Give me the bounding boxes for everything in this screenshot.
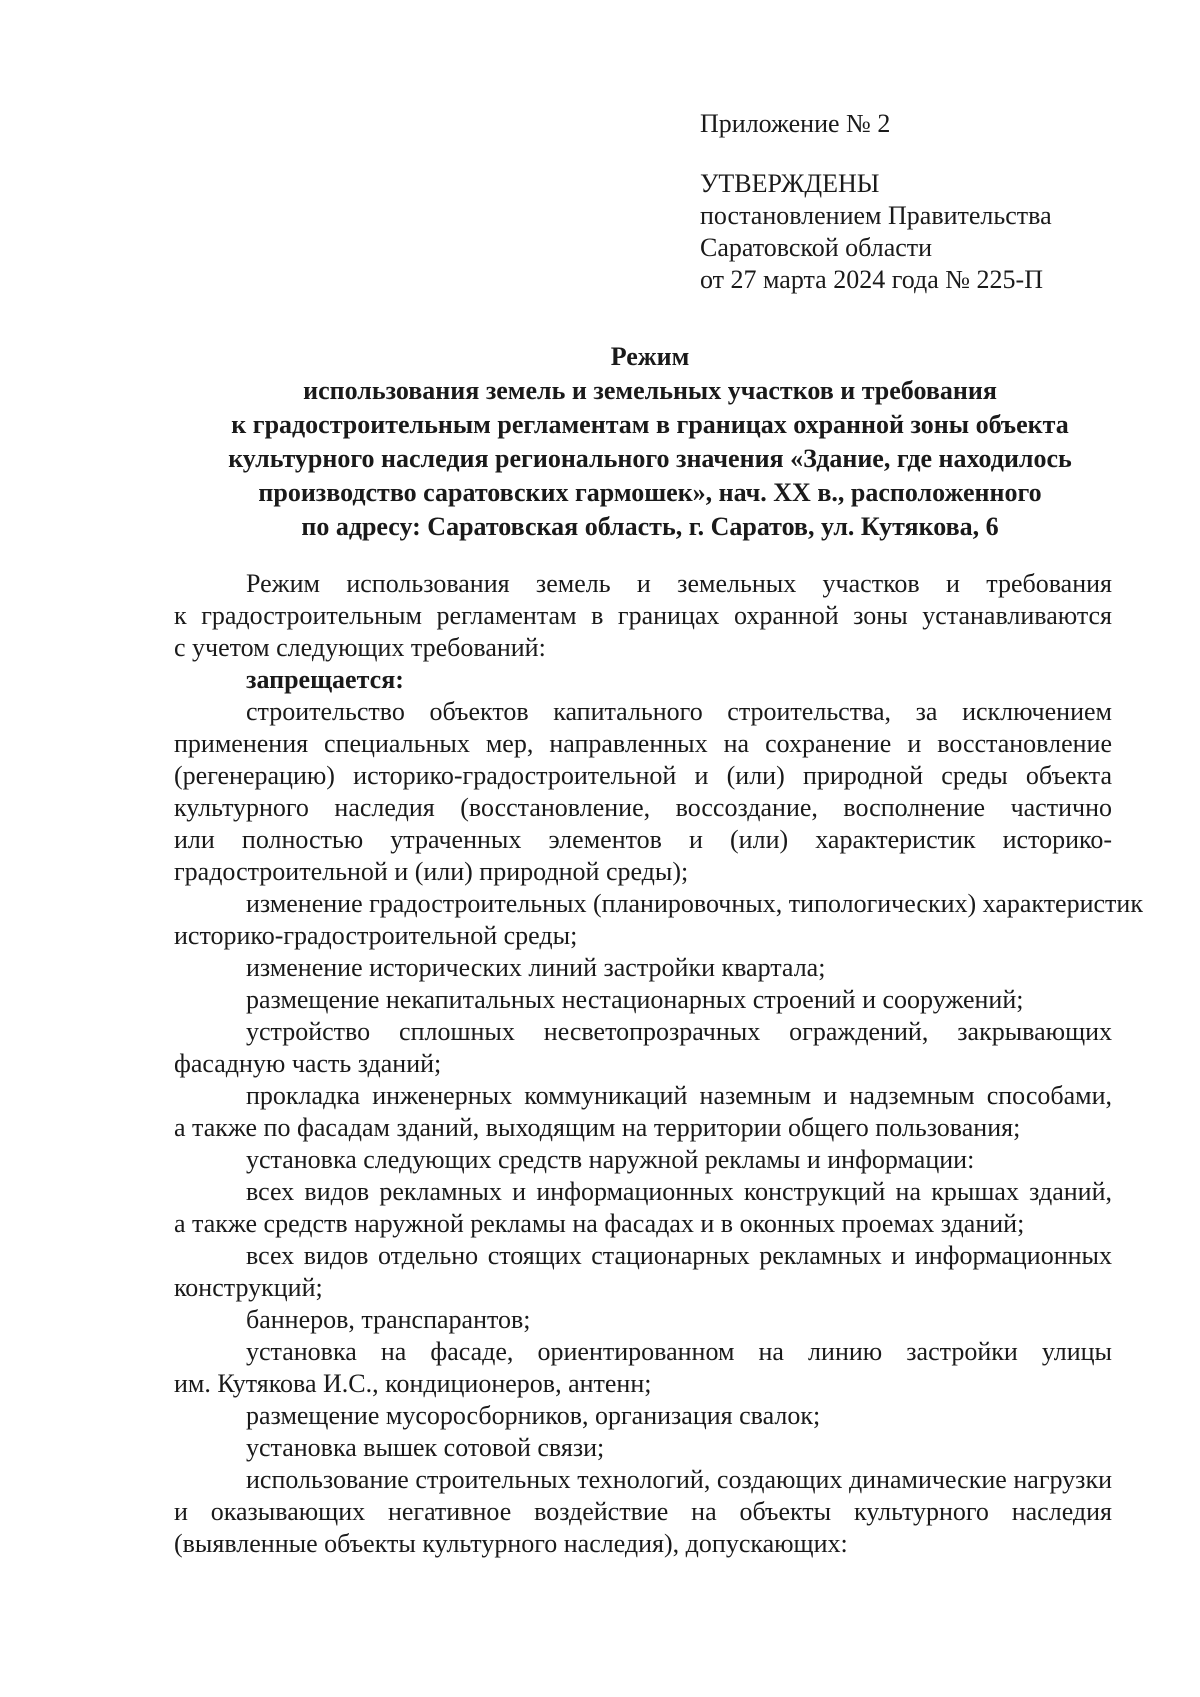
paragraph-line: к градостроительным регламентам в границах охранной зоны устанавливаются: [174, 601, 1112, 630]
body-paragraph: [174, 1080, 1112, 1144]
paragraph-line: а также средств наружной рекламы на фасадах и в оконных проемах зданий;: [174, 1209, 1025, 1238]
paragraph-line: изменение градостроительных (планировочных, типологических) характеристик: [246, 889, 1143, 918]
approval-line: Саратовской области: [700, 233, 933, 262]
body-paragraph: [174, 1240, 1112, 1304]
approval-line: постановлением Правительства: [700, 201, 1052, 230]
paragraph-line: фасадную часть зданий;: [174, 1049, 442, 1078]
paragraph-line: установка следующих средств наружной рекламы и информации:: [246, 1145, 975, 1174]
paragraph-line: конструкций;: [174, 1273, 323, 1302]
document-body: [174, 568, 1143, 1560]
title-line: по адресу: Саратовская область, г. Саратов, ул. Кутякова, 6: [301, 512, 999, 541]
paragraph-line: культурного наследия (восстановление, воссоздание, восполнение частично: [174, 793, 1112, 822]
body-paragraph: [174, 1016, 1112, 1080]
section-heading: [174, 664, 1112, 696]
paragraph-line: прокладка инженерных коммуникаций наземным и надземным способами,: [246, 1081, 1112, 1110]
paragraph-line: всех видов рекламных и информационных конструкций на крышах зданий,: [246, 1177, 1112, 1206]
paragraph-line: размещение мусоросборников, организация свалок;: [246, 1401, 821, 1430]
paragraph-line: (регенерацию) историко-градостроительной и (или) природной среды объекта: [174, 761, 1112, 790]
body-paragraph: [174, 1464, 1112, 1560]
paragraph-line: запрещается:: [246, 665, 404, 694]
paragraph-line: использование строительных технологий, создающих динамические нагрузки: [246, 1465, 1112, 1494]
paragraph-line: с учетом следующих требований:: [174, 633, 546, 662]
annex-number: Приложение № 2: [700, 109, 891, 138]
approval-block: [700, 108, 1120, 296]
body-paragraph: [174, 952, 1112, 984]
paragraph-line: баннеров, транспарантов;: [246, 1305, 531, 1334]
paragraph-line: применения специальных мер, направленных на сохранение и восстановление: [174, 729, 1112, 758]
approved-stamp-heading: УТВЕРЖДЕНЫ: [700, 169, 880, 198]
title-line: производство саратовских гармошек», нач. XX в., расположенного: [258, 478, 1042, 507]
body-paragraph: [174, 1400, 1112, 1432]
paragraph-line: (выявленные объекты культурного наследия), допускающих:: [174, 1529, 848, 1558]
body-paragraph: [174, 888, 1143, 952]
paragraph-line: размещение некапитальных нестационарных строений и сооружений;: [246, 985, 1024, 1014]
title-line: использования земель и земельных участков и требования: [303, 376, 997, 405]
paragraph-line: изменение исторических линий застройки квартала;: [246, 953, 826, 982]
document-title: [160, 340, 1140, 544]
body-paragraph: [174, 696, 1112, 888]
body-paragraph: [174, 1304, 1112, 1336]
body-paragraph: [174, 1176, 1112, 1240]
title-line: Режим: [610, 342, 690, 371]
paragraph-line: им. Кутякова И.С., кондиционеров, антенн;: [174, 1369, 652, 1398]
body-paragraph: [174, 1144, 1112, 1176]
paragraph-line: установка вышек сотовой связи;: [246, 1433, 605, 1462]
paragraph-line: историко-градостроительной среды;: [174, 921, 578, 950]
paragraph-line: или полностью утраченных элементов и (или) характеристик историко-: [174, 825, 1112, 854]
paragraph-line: Режим использования земель и земельных участков и требования: [246, 569, 1112, 598]
body-paragraph: [174, 984, 1112, 1016]
body-paragraph: [174, 1336, 1112, 1400]
title-line: к градостроительным регламентам в границах охранной зоны объекта: [231, 410, 1069, 439]
paragraph-line: устройство сплошных несветопрозрачных ограждений, закрывающих: [246, 1017, 1112, 1046]
title-line: культурного наследия регионального значения «Здание, где находилось: [228, 444, 1072, 473]
paragraph-line: строительство объектов капитального строительства, за исключением: [246, 697, 1112, 726]
approval-line: от 27 марта 2024 года № 225-П: [700, 265, 1043, 294]
paragraph-line: и оказывающих негативное воздействие на объекты культурного наследия: [174, 1497, 1112, 1526]
paragraph-line: установка на фасаде, ориентированном на линию застройки улицы: [246, 1337, 1112, 1366]
paragraph-line: градостроительной и (или) природной среды);: [174, 857, 689, 886]
paragraph-line: всех видов отдельно стоящих стационарных рекламных и информационных: [246, 1241, 1112, 1270]
paragraph-line: а также по фасадам зданий, выходящим на территории общего пользования;: [174, 1113, 1021, 1142]
body-paragraph: [174, 568, 1112, 664]
body-paragraph: [174, 1432, 1112, 1464]
